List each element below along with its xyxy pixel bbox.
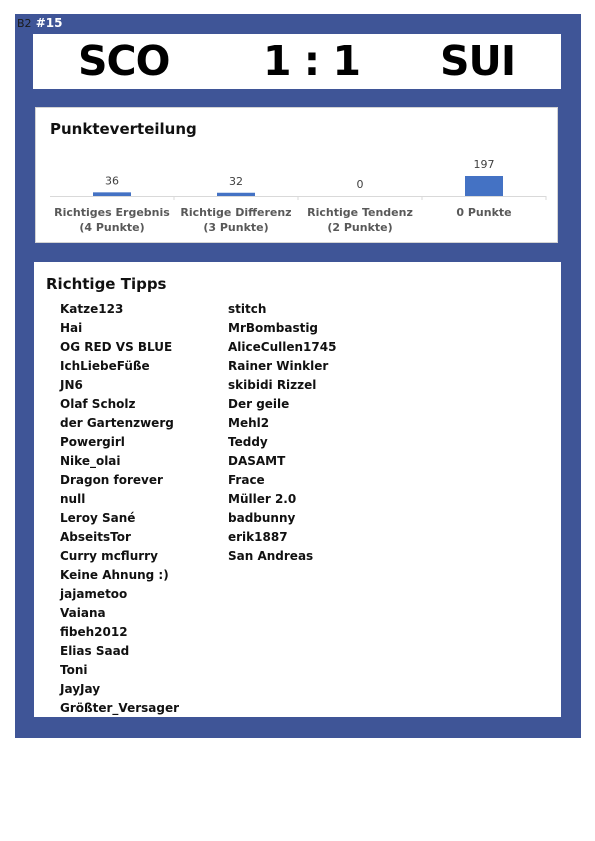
tip-name: Frace bbox=[228, 473, 265, 487]
category-label-line: (4 Punkte) bbox=[79, 221, 145, 234]
tip-name: JayJay bbox=[60, 682, 101, 696]
correct-tips-panel bbox=[34, 262, 561, 717]
category-label-line: Richtiges Ergebnis bbox=[54, 206, 170, 219]
tip-name: OG RED VS BLUE bbox=[60, 340, 173, 354]
tip-name: badbunny bbox=[228, 511, 296, 525]
category-label bbox=[422, 205, 546, 220]
tip-name: Rainer Winkler bbox=[228, 359, 329, 373]
tip-name: San Andreas bbox=[228, 549, 314, 563]
match-tag bbox=[17, 15, 63, 31]
tip-name: JN6 bbox=[60, 378, 83, 392]
tip-name: Toni bbox=[60, 663, 88, 677]
tip-name: Olaf Scholz bbox=[60, 397, 136, 411]
tip-name: jajametoo bbox=[60, 587, 128, 601]
tip-name: fibeh2012 bbox=[60, 625, 128, 639]
category-label-line: Richtige Tendenz bbox=[307, 206, 413, 219]
tips-column-1 bbox=[60, 300, 179, 718]
tip-name: Der geile bbox=[228, 397, 290, 411]
category-label-line: 0 Punkte bbox=[456, 206, 512, 219]
bar bbox=[93, 192, 131, 196]
data-label: 36 bbox=[105, 174, 119, 188]
category-label bbox=[174, 205, 298, 235]
tips-title: Richtige Tipps bbox=[46, 275, 167, 293]
data-label: 197 bbox=[473, 158, 495, 171]
tip-name: Größter_Versager bbox=[60, 701, 180, 715]
data-label: 32 bbox=[229, 174, 243, 188]
tip-name: AliceCullen1745 bbox=[228, 340, 337, 354]
tips-column-2 bbox=[228, 300, 336, 566]
category-label-line: (3 Punkte) bbox=[203, 221, 269, 234]
match-number: #15 bbox=[35, 16, 63, 30]
tip-name: Leroy Sané bbox=[60, 511, 136, 525]
tip-name: Powergirl bbox=[60, 435, 125, 449]
tip-name: AbseitsTor bbox=[60, 530, 131, 544]
match-score: 1 : 1 bbox=[263, 37, 360, 85]
scoreboard bbox=[33, 34, 561, 89]
chart-title: Punkteverteilung bbox=[50, 120, 197, 138]
tip-name: MrBombastig bbox=[228, 321, 319, 335]
tip-name: Elias Saad bbox=[60, 644, 130, 658]
tip-name: der Gartenzwerg bbox=[60, 416, 174, 430]
tip-name: erik1887 bbox=[228, 530, 288, 544]
tip-name: Dragon forever bbox=[60, 473, 163, 487]
tip-name: DASAMT bbox=[228, 454, 286, 468]
tip-name: Katze123 bbox=[60, 302, 124, 316]
bar bbox=[217, 193, 255, 196]
tip-name: Müller 2.0 bbox=[228, 492, 297, 506]
category-label-line: Richtige Differenz bbox=[180, 206, 292, 219]
tip-name: Keine Ahnung :) bbox=[60, 568, 169, 582]
tip-name: Nike_olai bbox=[60, 454, 121, 468]
category-label bbox=[50, 205, 174, 235]
tip-name: null bbox=[60, 492, 86, 506]
tip-name: Curry mcflurry bbox=[60, 549, 158, 563]
tip-name: Teddy bbox=[228, 435, 268, 449]
tip-name: Vaiana bbox=[60, 606, 106, 620]
tip-name: IchLiebeFüße bbox=[60, 359, 150, 373]
points-distribution-panel bbox=[35, 107, 558, 243]
category-label-line: (2 Punkte) bbox=[327, 221, 393, 234]
match-group-label: B2 bbox=[17, 17, 32, 30]
tip-name: skibidi Rizzel bbox=[228, 378, 317, 392]
away-team: SUI bbox=[440, 37, 516, 85]
data-label: 0 bbox=[356, 178, 364, 191]
tip-name: Hai bbox=[60, 321, 83, 335]
category-label bbox=[298, 205, 422, 235]
tip-name: Mehl2 bbox=[228, 416, 270, 430]
tip-name: stitch bbox=[228, 302, 267, 316]
home-team: SCO bbox=[78, 37, 170, 85]
bar bbox=[465, 176, 503, 196]
